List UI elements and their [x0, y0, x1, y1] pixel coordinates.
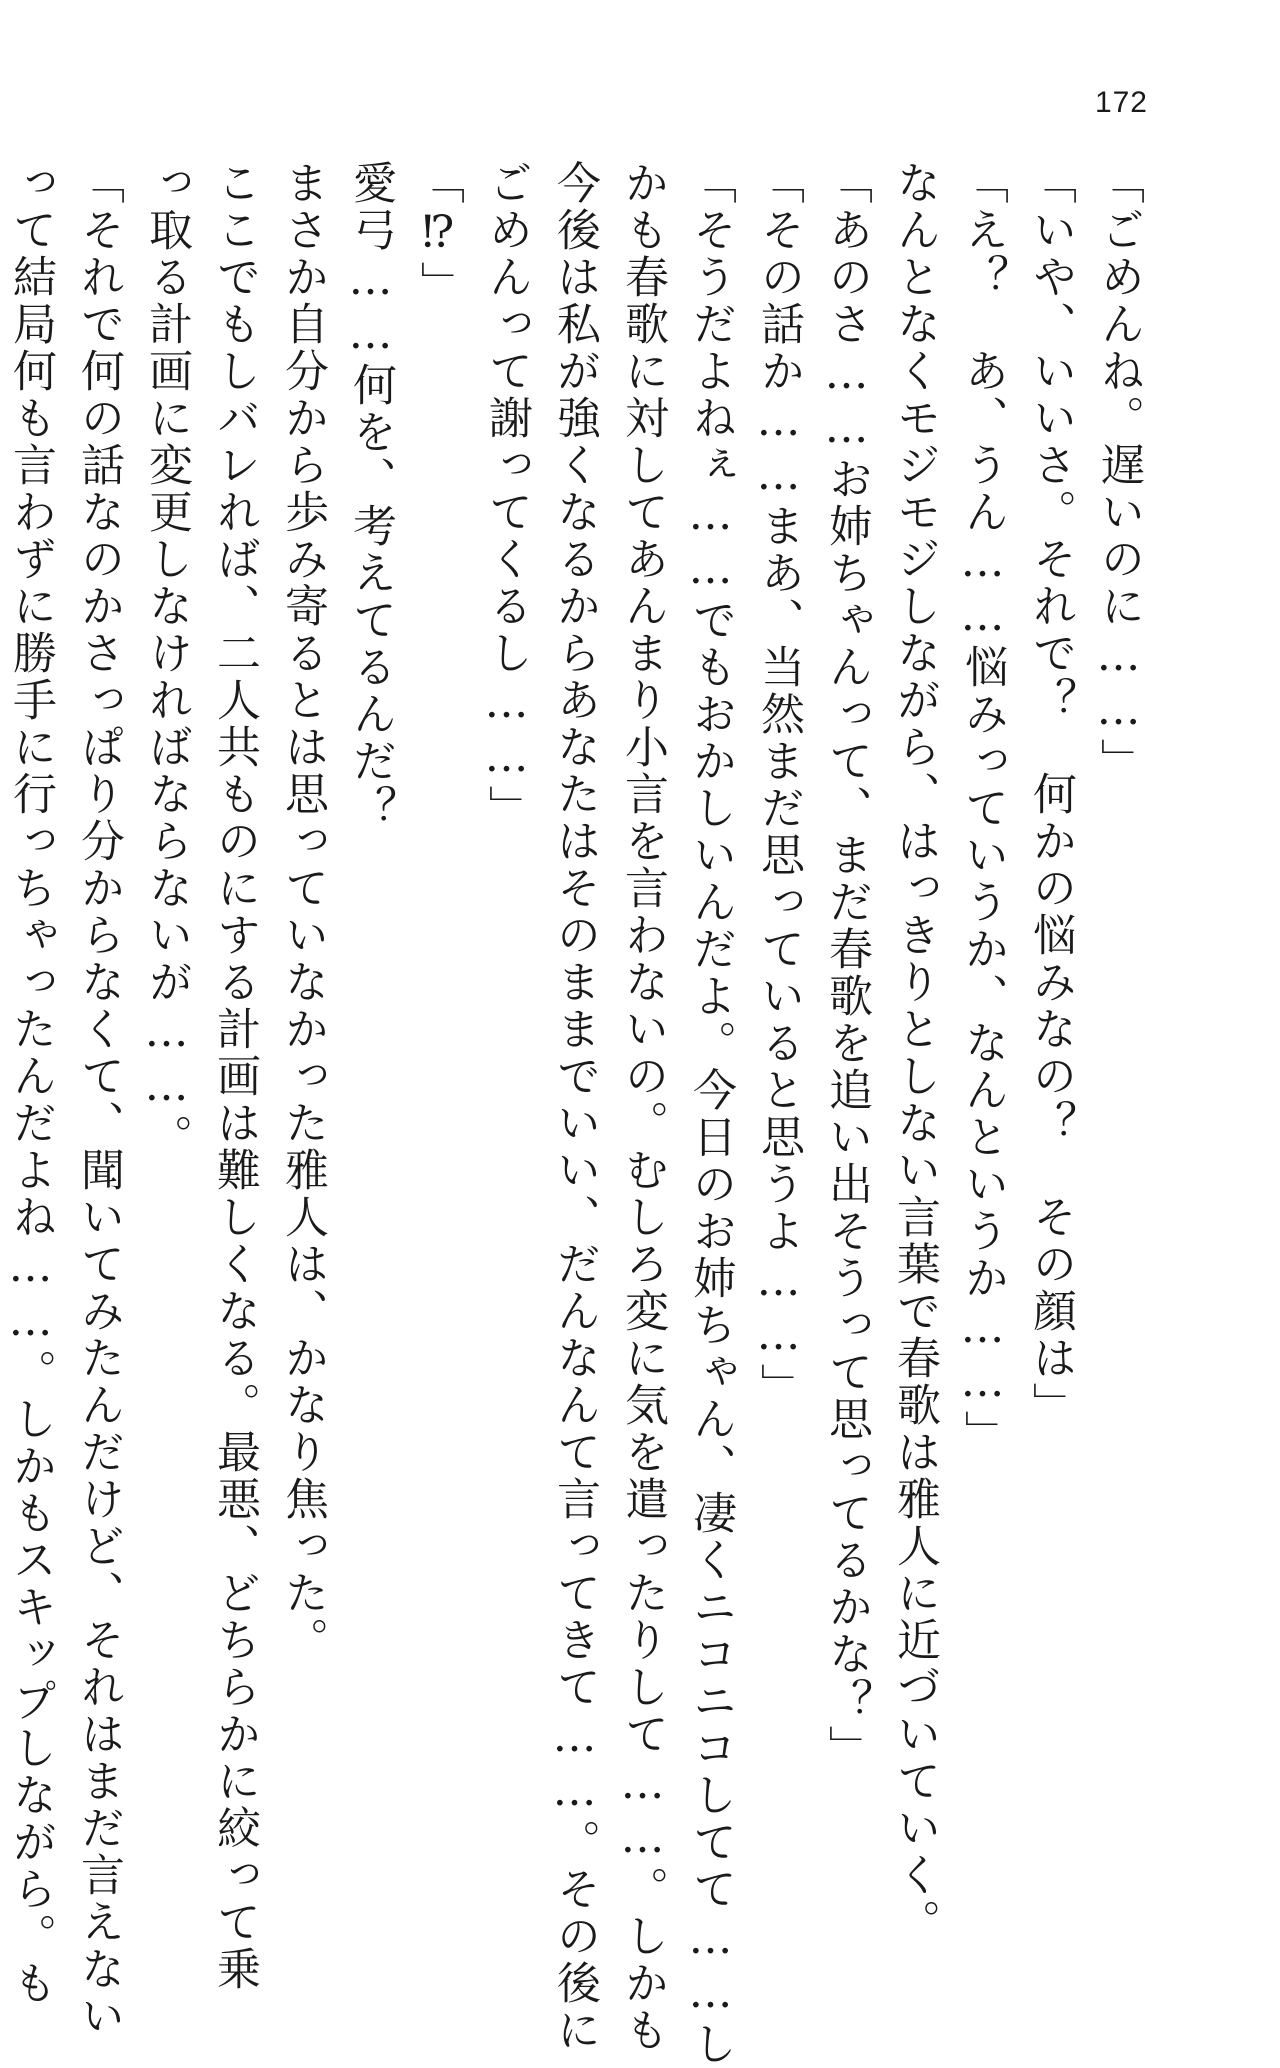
text-line: 「その話か……まあ、当然まだ思っていると思うよ……」	[753, 160, 804, 1410]
text-line: 「いや、いいさ。それで？ 何かの悩みなの？ その顔は」	[1025, 160, 1076, 1429]
text-line: ここでもしバレれば、二人共ものにする計画は難しくなる。最悪、どちらかに絞って乗	[209, 160, 260, 1993]
body-text	[5, 160, 1152, 2068]
text-line: 今後は私が強くなるからあなたはそのままでいい、だんなんて言ってきて……。その後に	[549, 160, 600, 2054]
text-line: 「ごめんね。遅いのに……」	[1093, 160, 1144, 785]
text-line: っ取る計画に変更しなければならないが……。	[141, 160, 192, 1161]
text-line: 愛弓……何を、考えてるんだ？	[345, 160, 396, 832]
text-line: 「そうだよねぇ……でもおかしいんだよ。今日のお姉ちゃん、凄くニコニコしてて……し	[685, 160, 736, 2068]
text-line: 「それで何の話なのかさっぱり分からなくて、聞いてみたんだけど、それはまだ言えない	[73, 160, 124, 2040]
text-line: まさか自分から歩み寄るとは思っていなかった雅人は、かなり焦った。	[277, 160, 328, 1664]
text-line: 「⁉」	[413, 160, 464, 308]
text-line: 「あのさ……お姉ちゃんって、まだ春歌を追い出そうって思ってるかな？」	[821, 160, 872, 1772]
page-number: 172	[1094, 86, 1148, 119]
text-line: って結局何も言わずに勝手に行っちゃったんだよね……。しかもスキップしながら。も	[5, 160, 56, 2007]
text-line: 「え？ あ、うん……悩みっていうか、なんというか……」	[957, 160, 1008, 1457]
text-line: ごめんって謝ってくるし……」	[481, 160, 532, 832]
text-line: かも春歌に対してあんまり小言を言わないの。むしろ変に気を遣ったりして……。しかも	[617, 160, 668, 2054]
text-line: なんとなくモジモジしながら、はっきりとしない言葉で春歌は雅人に近づいていく。	[889, 160, 940, 1946]
